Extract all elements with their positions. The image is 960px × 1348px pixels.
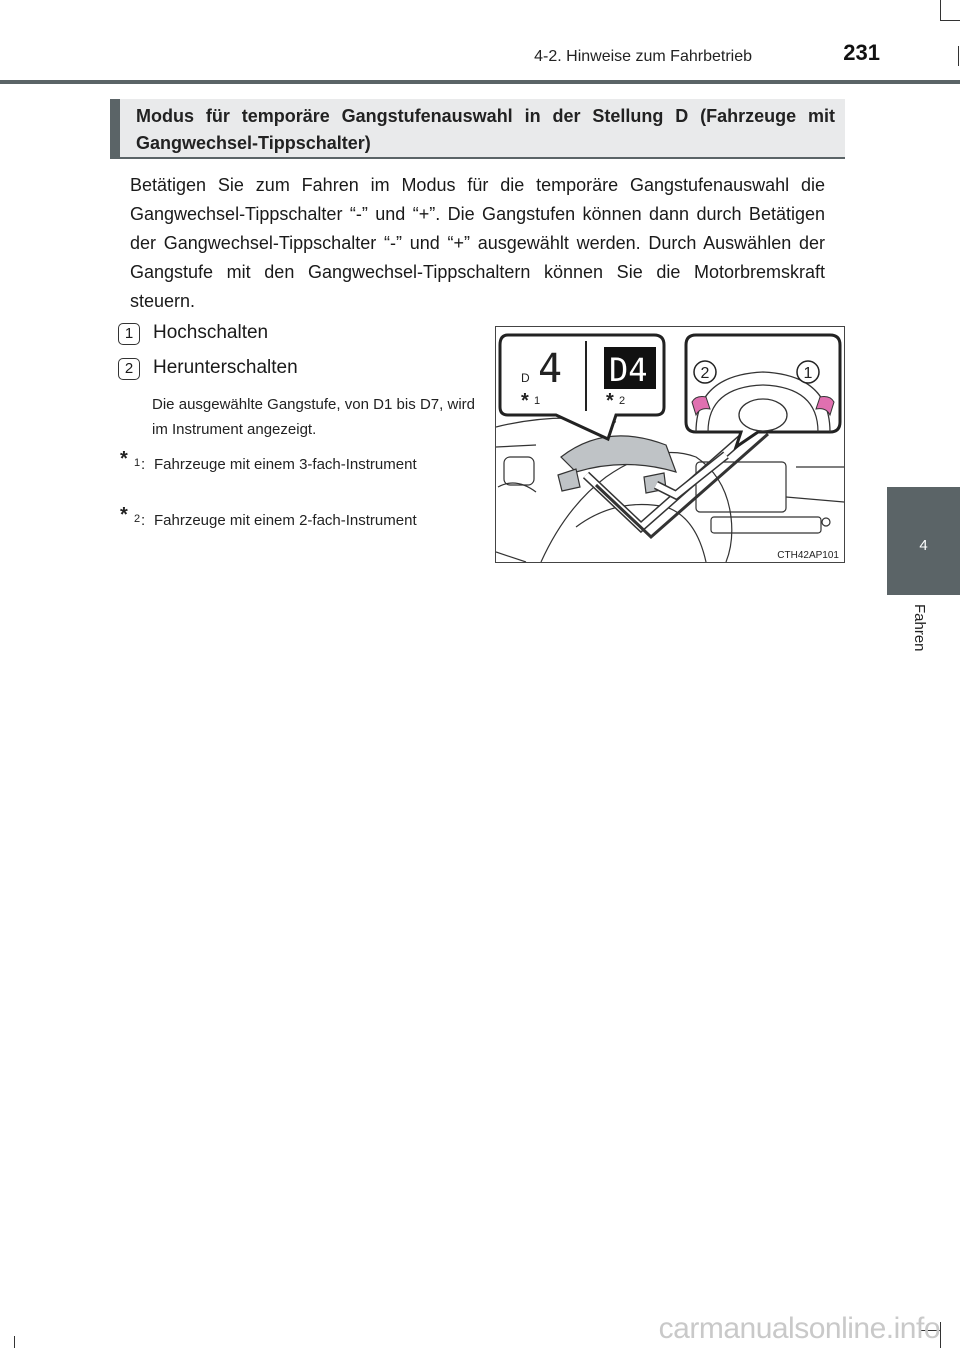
wheel-hub: [739, 399, 787, 431]
section-heading-box: [110, 99, 845, 159]
instrument-cluster: [561, 436, 676, 472]
display-small-letter: D: [521, 371, 530, 385]
list-item-label: Hochschalten: [153, 322, 269, 343]
star-1-index: 1: [534, 395, 541, 407]
crop-mark: [940, 0, 941, 20]
watermark: carmanualsonline.info: [658, 1312, 940, 1345]
figure-code: CTH42AP101: [777, 550, 839, 561]
footnote-index: 1: [134, 457, 141, 469]
chapter-tab[interactable]: [887, 487, 960, 595]
chapter-label: Fahren: [911, 604, 928, 652]
crop-mark: [940, 20, 960, 21]
chapter-number: 4: [919, 537, 928, 554]
illustration-svg: [496, 327, 844, 562]
footnote-text: Fahrzeuge mit einem 3-fach-Instrument: [154, 456, 417, 473]
running-header: 4-2. Hinweise zum Fahrbetrieb: [534, 48, 752, 65]
footnote-colon: :: [141, 512, 146, 529]
callout-number: 1: [803, 365, 813, 382]
gear-display-note: Die ausgewählte Gangstufe, von D1 bis D7, wird im Instrument angezeigt.: [152, 396, 475, 438]
left-paddle-shape: [558, 469, 580, 491]
star-2-index: 2: [619, 395, 626, 407]
crop-mark: [940, 1322, 941, 1348]
crop-mark: [958, 46, 959, 66]
footnote-star: *: [120, 504, 128, 526]
star-1: *: [521, 390, 529, 412]
display-box-text: D4: [609, 351, 648, 389]
paddle-shift-illustration: [495, 326, 845, 563]
page-number: 231: [843, 40, 880, 65]
callout-number: 2: [700, 365, 710, 382]
star-2: *: [606, 390, 614, 412]
crop-mark: [14, 1336, 15, 1348]
footnote-index: 2: [134, 513, 141, 525]
section-title: Modus für temporäre Gangstufenauswahl in der Stellung D (Fahrzeuge mit Gangwechsel-Tippschalter): [136, 106, 835, 153]
number-marker: 1: [118, 323, 140, 345]
body-paragraph: Betätigen Sie zum Fahren im Modus für die temporäre Gangstufenauswahl die Gangwechsel-Tippschalter “-” und “+”. Die Gangstufen können dann durch Betätigen der Gangwechsel-Tippschalter “-” und “+” ausgewählt werden. Durch Auswählen der Gangstufe mit den Gangwechsel-Tippschaltern können Sie die Motorbremskraft steuern.: [130, 175, 825, 311]
list-item-label: Herunterschalten: [153, 357, 298, 378]
display-digit: 4: [538, 346, 563, 392]
footnote-star: *: [120, 448, 128, 470]
footnote-colon: :: [141, 456, 146, 473]
footnote-text: Fahrzeuge mit einem 2-fach-Instrument: [154, 512, 417, 529]
header-rule: [0, 80, 960, 84]
number-marker: 2: [118, 358, 140, 380]
